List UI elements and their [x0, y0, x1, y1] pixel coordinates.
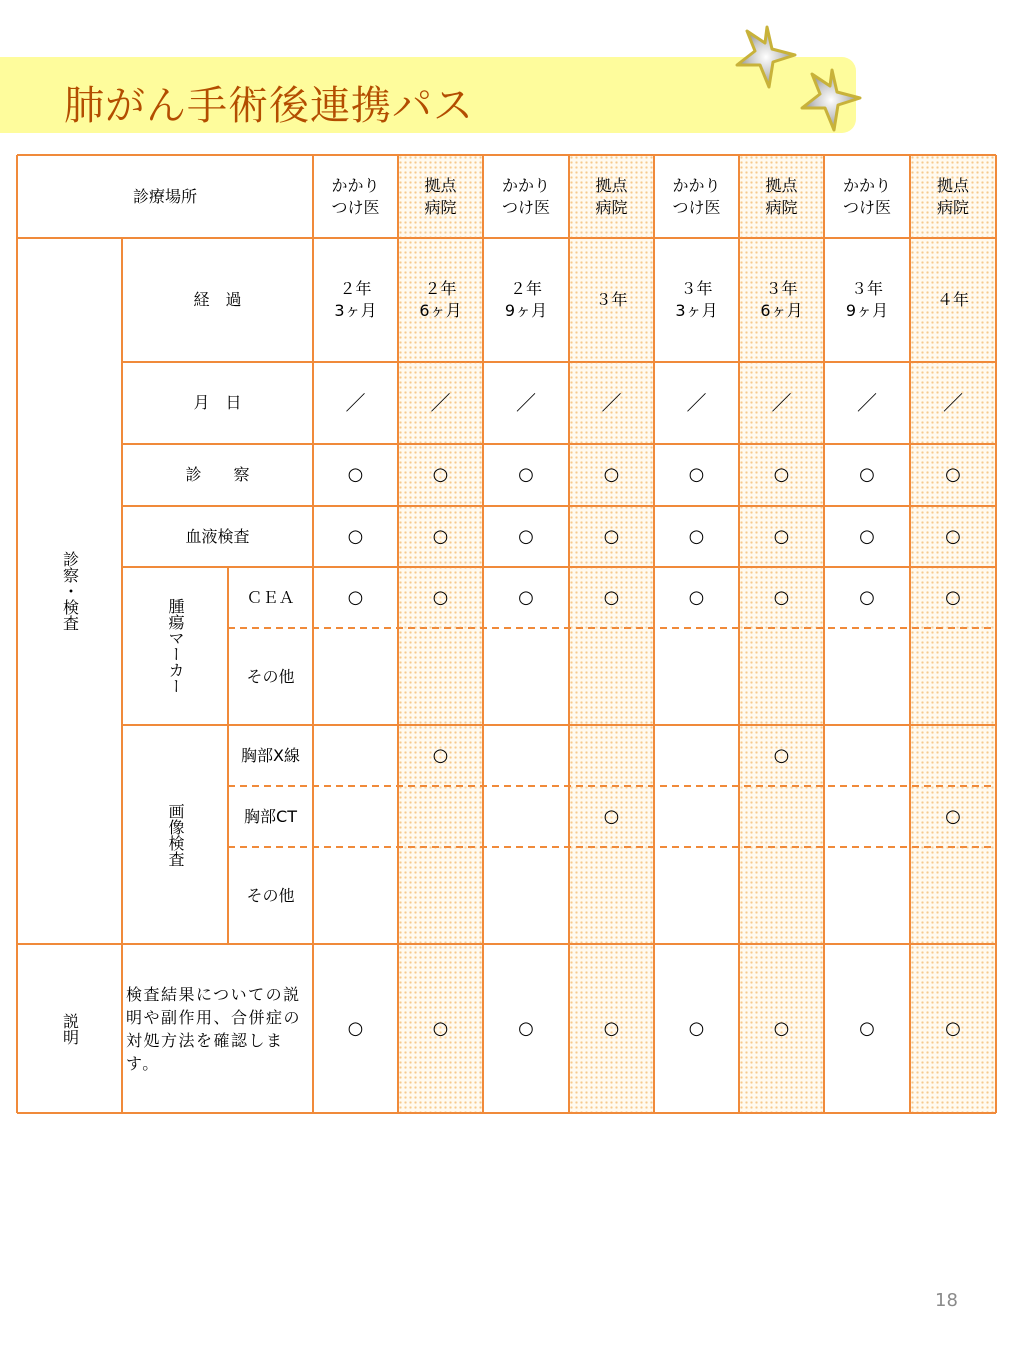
value-explain: ○	[432, 1017, 449, 1039]
value-consult: ○	[688, 464, 705, 485]
value-date: ／	[771, 391, 792, 415]
value-blood: ○	[603, 525, 620, 547]
value-elapsed: ２年 9ヶ月	[504, 279, 548, 320]
value-elapsed: ３年 9ヶ月	[845, 279, 889, 320]
value-explain: ○	[773, 1017, 790, 1039]
value-blood: ○	[859, 525, 875, 547]
value-xray: ○	[432, 744, 449, 766]
value-consult: ○	[432, 464, 449, 485]
value-blood: ○	[773, 525, 790, 547]
value-blood: ○	[518, 525, 534, 547]
page-number: 18	[935, 1290, 958, 1311]
value-consult: ○	[518, 464, 534, 485]
section-explanation-label: 説明	[60, 1012, 80, 1045]
value-consult: ○	[347, 464, 364, 485]
value-elapsed: ２年 3ヶ月	[334, 279, 377, 320]
header-column-label: かかり つけ医	[331, 175, 380, 217]
header-column-label: かかり つけ医	[842, 175, 891, 217]
value-cea: ○	[347, 586, 364, 608]
value-cea: ○	[945, 586, 961, 608]
header-column-label: かかり つけ医	[501, 175, 550, 217]
header-column-label: 拠点 病院	[595, 175, 628, 217]
value-ct: ○	[603, 805, 620, 827]
value-xray: ○	[773, 744, 790, 766]
value-elapsed: ３年	[595, 290, 628, 309]
value-cea: ○	[603, 586, 620, 608]
row-label-explain: 検査結果についての説明や副作用、合併症の対処方法を確認します。	[126, 984, 302, 1073]
value-date: ／	[516, 391, 536, 415]
row-label-image_other: その他	[246, 885, 295, 905]
header-column-label: 拠点 病院	[424, 175, 457, 217]
value-consult: ○	[773, 464, 790, 485]
row-label-ct: 胸部CT	[244, 806, 297, 826]
value-explain: ○	[945, 1017, 961, 1039]
value-consult: ○	[945, 464, 961, 485]
value-blood: ○	[688, 525, 705, 547]
value-date: ／	[601, 391, 622, 415]
value-elapsed: ３年 3ヶ月	[675, 279, 718, 320]
value-consult: ○	[859, 464, 875, 485]
row-label-marker_other: その他	[246, 666, 295, 686]
header-place-label: 診療場所	[132, 186, 197, 206]
row-label-xray: 胸部X線	[241, 745, 300, 765]
value-consult: ○	[603, 464, 620, 485]
value-date: ／	[345, 391, 366, 415]
value-explain: ○	[518, 1017, 534, 1039]
page-title: 肺がん手術後連携パス	[64, 83, 474, 129]
section-tumor-marker-label: 腫瘍マーカー	[166, 598, 185, 694]
value-date: ／	[430, 391, 451, 415]
value-explain: ○	[603, 1017, 620, 1039]
value-cea: ○	[859, 586, 875, 608]
row-label-consult: 診 察	[185, 465, 250, 484]
value-cea: ○	[518, 586, 534, 608]
header-column-label: 拠点 病院	[765, 175, 798, 217]
value-explain: ○	[859, 1017, 875, 1039]
value-elapsed: ３年 6ヶ月	[760, 279, 803, 320]
value-explain: ○	[688, 1017, 705, 1039]
header-column-label: 拠点 病院	[936, 175, 969, 217]
value-elapsed: ２年 6ヶ月	[419, 279, 462, 320]
row-label-blood: 血液検査	[185, 526, 250, 546]
value-cea: ○	[773, 586, 790, 608]
row-label-elapsed: 経 過	[193, 290, 242, 309]
value-elapsed: ４年	[936, 290, 969, 309]
value-explain: ○	[347, 1017, 364, 1039]
value-cea: ○	[688, 586, 705, 608]
value-date: ／	[943, 391, 963, 415]
value-ct: ○	[945, 805, 961, 827]
value-blood: ○	[432, 525, 449, 547]
value-cea: ○	[432, 586, 449, 608]
section-imaging-label: 画像検査	[166, 802, 185, 867]
row-label-date: 月 日	[193, 393, 242, 412]
value-blood: ○	[945, 525, 961, 547]
section-exam-label: 診察・検査	[60, 551, 80, 631]
value-date: ／	[686, 391, 707, 415]
value-date: ／	[857, 391, 877, 415]
row-label-cea: ＣＥＡ	[246, 587, 295, 607]
value-blood: ○	[347, 525, 364, 547]
header-column-label: かかり つけ医	[672, 175, 721, 217]
